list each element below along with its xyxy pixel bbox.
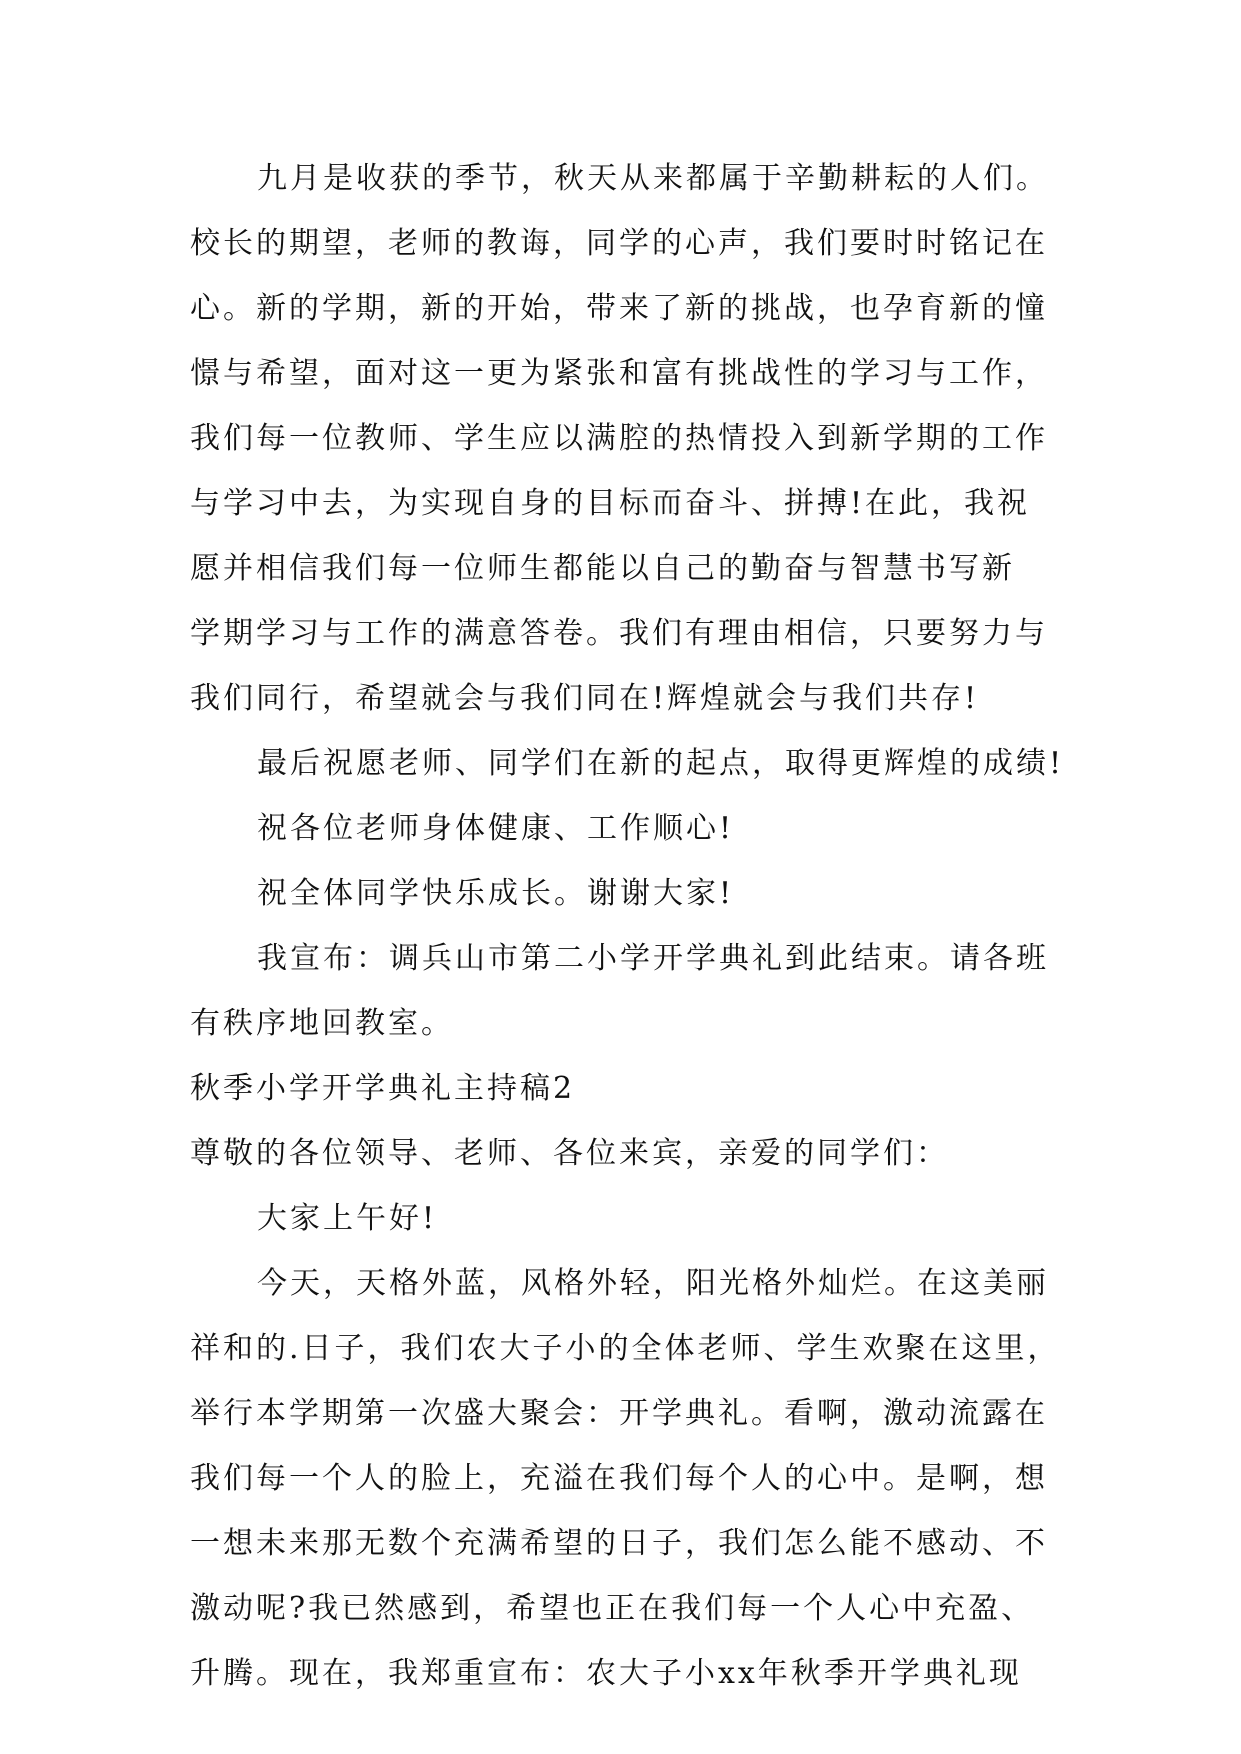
- text-line: 憬与希望，面对这一更为紧张和富有挑战性的学习与工作，: [190, 356, 1048, 391]
- text-line: 祝全体同学快乐成长。谢谢大家!: [257, 876, 735, 911]
- text-line: 今天，天格外蓝，风格外轻，阳光格外灿烂。在这美丽: [257, 1266, 1049, 1301]
- text-line: 九月是收获的季节，秋天从来都属于辛勤耕耘的人们。: [257, 161, 1049, 196]
- salutation: 尊敬的各位领导、老师、各位来宾，亲爱的同学们：: [190, 1136, 949, 1171]
- text-line: 祝各位老师身体健康、工作顺心!: [257, 811, 735, 846]
- text-line: 举行本学期第一次盛大聚会：开学典礼。看啊，激动流露在: [190, 1396, 1048, 1431]
- text-line: 最后祝愿老师、同学们在新的起点，取得更辉煌的成绩!: [257, 746, 1065, 781]
- greeting: 大家上午好!: [257, 1201, 438, 1236]
- text-line: 升腾。现在，我郑重宣布：农大子小xx年秋季开学典礼现: [190, 1656, 1022, 1691]
- document-page: [190, 158, 1070, 1718]
- text-line: 心。新的学期，新的开始，带来了新的挑战，也孕育新的憧: [190, 291, 1048, 326]
- text-line: 激动呢?我已然感到，希望也正在我们每一个人心中充盈、: [190, 1591, 1035, 1626]
- text-line: 愿并相信我们每一位师生都能以自己的勤奋与智慧书写新: [190, 551, 1015, 586]
- text-line: 祥和的.日子，我们农大子小的全体老师、学生欢聚在这里，: [190, 1331, 1061, 1366]
- text-line: 学期学习与工作的满意答卷。我们有理由相信，只要努力与: [190, 616, 1048, 651]
- text-line: 我们同行，希望就会与我们同在!辉煌就会与我们共存!: [190, 681, 980, 716]
- text-line: 我们每一个人的脸上，充溢在我们每个人的心中。是啊，想: [190, 1461, 1048, 1496]
- text-line: 我宣布：调兵山市第二小学开学典礼到此结束。请各班: [257, 941, 1049, 976]
- text-line: 一想未来那无数个充满希望的日子，我们怎么能不感动、不: [190, 1526, 1048, 1561]
- section-heading: 秋季小学开学典礼主持稿2: [190, 1071, 576, 1106]
- text-line: 校长的期望，老师的教诲，同学的心声，我们要时时铭记在: [190, 226, 1048, 261]
- text-line: 与学习中去，为实现自身的目标而奋斗、拼搏!在此，我祝: [190, 486, 1031, 521]
- text-line: 我们每一位教师、学生应以满腔的热情投入到新学期的工作: [190, 421, 1048, 456]
- text-line: 有秩序地回教室。: [190, 1006, 454, 1041]
